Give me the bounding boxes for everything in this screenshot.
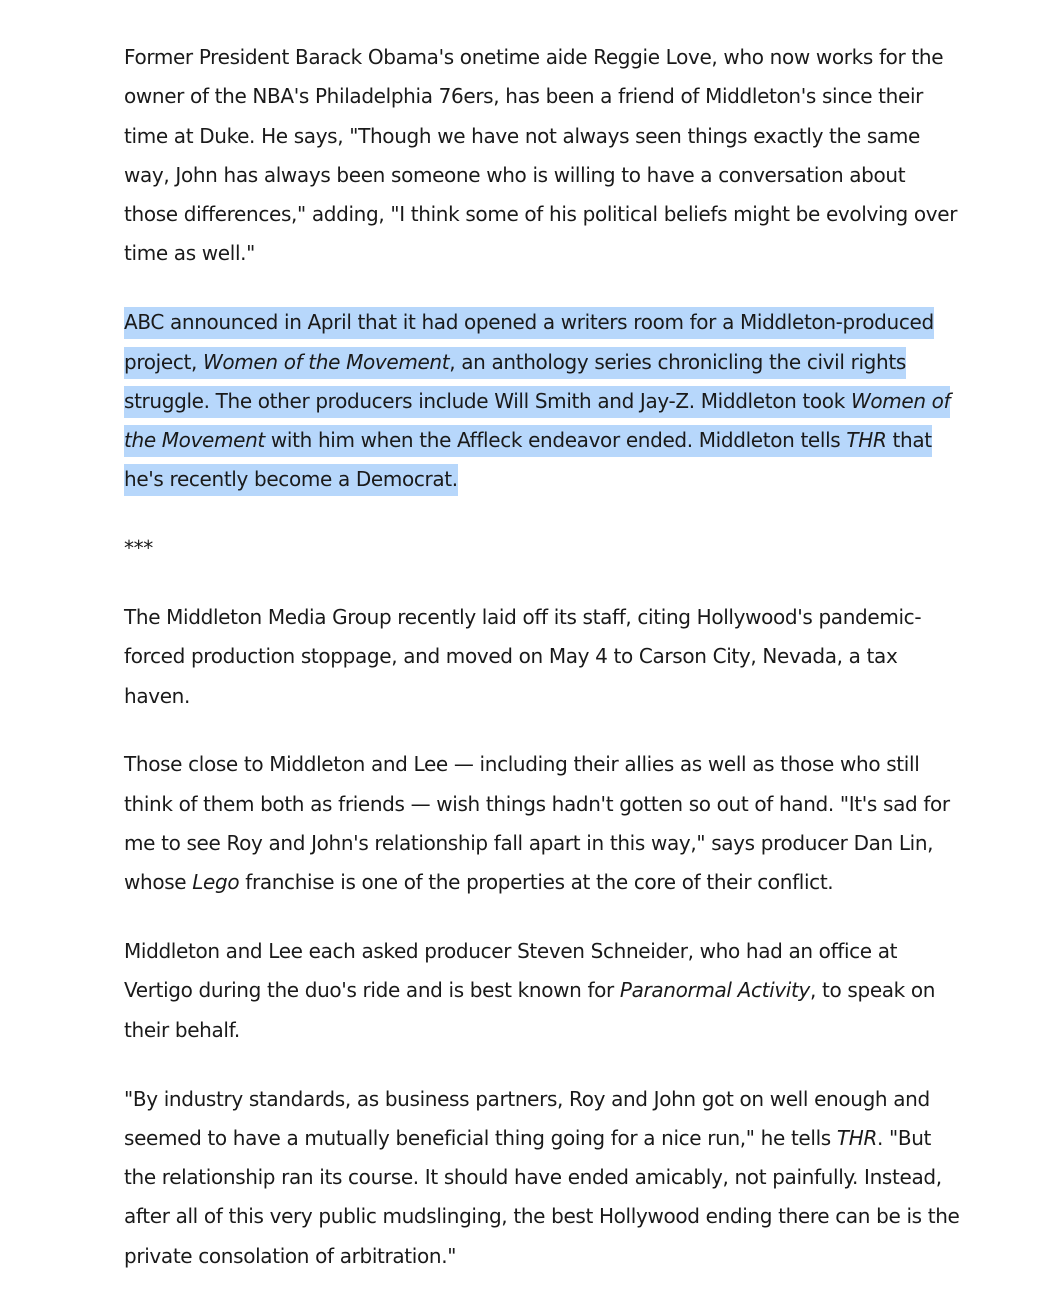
- text-segment: , to speak on their behalf.: [124, 978, 936, 1042]
- text-segment: ABC announced in April that it had opened a writers room for a Middleton-produced project,: [124, 310, 934, 374]
- paragraph-text: Former President Barack Obama's onetime aide Reggie Love, who now works for the owner of the NBA's Philadelphia 76ers, has been a friend of Middleton's since their time at Duke. He says, "Though we have not always seen things exactly the same way, John has always been someone who is willing to have a conversation about those differences," adding, "I think some of his political beliefs might be evolving over time as well.": [124, 45, 958, 266]
- selected-text[interactable]: [124, 307, 950, 496]
- section-separator: [124, 529, 964, 568]
- separator-text: ***: [124, 536, 153, 561]
- text-segment: "By industry standards, as business partners, Roy and John got on well enough and seemed to have a mutually beneficial thing going for a nice run," he tells: [124, 1086, 930, 1150]
- paragraph-schneider-intro: [124, 932, 964, 1050]
- text-segment: with him when the Affleck endeavor ended. Middleton tells: [264, 428, 847, 453]
- text-segment: Middleton and Lee each asked producer Steven Schneider, who had an office at Vertigo during the duo's ride and is best known for: [124, 939, 898, 1003]
- text-segment: franchise is one of the properties at the core of their conflict.: [239, 870, 834, 895]
- text-segment: , an anthology series chronicling the civil rights struggle. The other producers include Will Smith and Jay-Z. Middleton took: [124, 349, 906, 413]
- paragraph-layoffs: [124, 598, 964, 716]
- italic-title: Paranormal Activity: [619, 978, 810, 1003]
- italic-publication: THR: [846, 428, 887, 453]
- italic-title: Lego: [192, 870, 240, 895]
- paragraph-abc-highlighted[interactable]: [124, 303, 964, 499]
- paragraph-love: [124, 38, 964, 274]
- paragraph-lin: [124, 745, 964, 902]
- article-body: [124, 38, 964, 1306]
- text-segment: that he's recently become a Democrat.: [124, 428, 932, 492]
- italic-title: Women of the Movement: [124, 388, 951, 453]
- italic-publication: THR: [836, 1125, 877, 1150]
- paragraph-text: The Middleton Media Group recently laid off its staff, citing Hollywood's pandemic-forced production stoppage, and moved on May 4 to Carson City, Nevada, a tax haven.: [124, 605, 922, 708]
- text-segment: Those close to Middleton and Lee — including their allies as well as those who still think of them both as friends — wish things hadn't gotten so out of hand. "It's sad for me to see Roy and John's relationship fall apart in this way," says producer Dan Lin, whose: [124, 752, 950, 895]
- paragraph-schneider-quote: [124, 1080, 964, 1276]
- text-segment: . "But the relationship ran its course. It should have ended amicably, not painfully. Instead, after all of this very public mudslinging, the best Hollywood ending there can be is the private consolation of arbitration.": [124, 1125, 960, 1268]
- italic-title: Women of the Movement: [202, 349, 450, 374]
